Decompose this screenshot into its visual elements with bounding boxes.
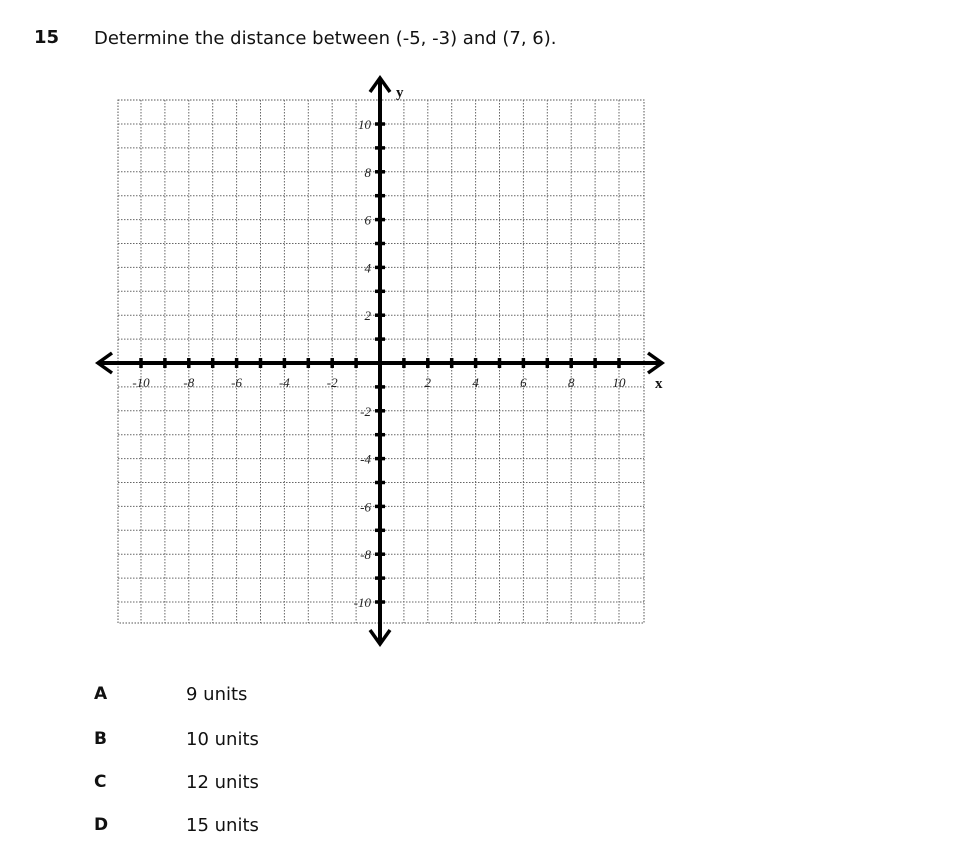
answer-choice-c[interactable] — [94, 772, 394, 796]
y-tick-label: -10 — [353, 595, 371, 610]
answer-choice-b[interactable] — [94, 729, 394, 753]
y-tick-label: -4 — [360, 451, 371, 467]
choice-letter: A — [94, 684, 108, 704]
y-tick-label: 2 — [364, 308, 371, 324]
x-tick-label: 6 — [520, 375, 527, 390]
choice-text: 15 units — [186, 815, 259, 836]
x-tick-label: -6 — [231, 375, 243, 390]
choice-letter: C — [94, 772, 107, 792]
x-tick-label: -10 — [132, 375, 150, 390]
y-tick-label: 10 — [358, 117, 371, 132]
choice-letter: D — [94, 815, 109, 835]
choice-letter: B — [94, 729, 107, 749]
x-tick-label: -2 — [326, 375, 338, 390]
y-tick-label: -8 — [360, 547, 371, 563]
x-axis-label: x — [655, 376, 663, 392]
y-axis-label: y — [396, 85, 404, 101]
y-tick-label: -2 — [360, 403, 371, 419]
x-tick-label: 8 — [567, 375, 575, 390]
y-tick-label: 4 — [364, 260, 371, 276]
x-tick-label: 4 — [472, 375, 479, 390]
choice-text: 9 units — [186, 684, 248, 705]
x-tick-label: -8 — [183, 375, 195, 390]
choice-text: 12 units — [186, 772, 259, 793]
question-text: Determine the distance between (-5, -3) and (7, 6). — [94, 28, 557, 49]
answer-choice-a[interactable] — [94, 684, 394, 708]
question-number: 15 — [34, 27, 60, 48]
y-tick-label: 8 — [364, 164, 371, 180]
y-tick-label: 6 — [364, 212, 371, 228]
choice-text: 10 units — [186, 729, 259, 750]
x-tick-label: -4 — [278, 375, 290, 390]
answer-choice-d[interactable] — [94, 815, 394, 839]
y-tick-label: -6 — [360, 499, 371, 515]
x-tick-label: 10 — [612, 375, 626, 390]
x-tick-label: 2 — [424, 375, 432, 390]
